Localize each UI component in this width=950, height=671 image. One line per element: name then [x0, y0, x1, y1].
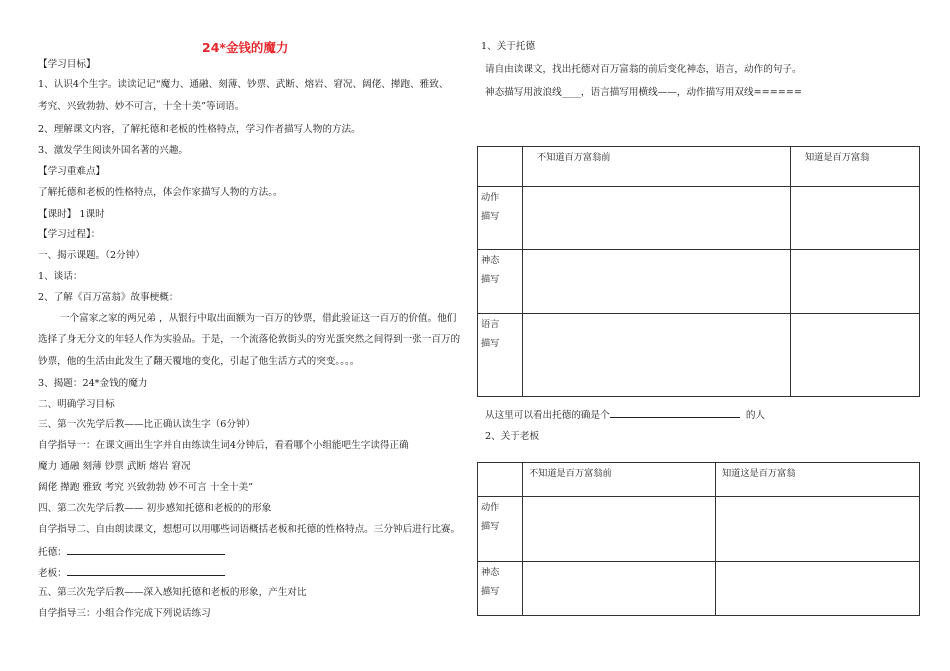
table-row: [478, 314, 920, 397]
answer-cell[interactable]: [523, 250, 791, 314]
story-line-1: 一个富家之家的两兄弟 ，从银行中取出面额为一百万的钞票，借此验证这一百万的价值。他们: [60, 313, 457, 324]
objective-2: 2、理解课文内容，了解托德和老板的性格特点，学习作者描写人物的方法。: [38, 124, 361, 135]
header-after: 知道这是百万富翁: [716, 463, 920, 497]
boss-fill: [38, 566, 225, 580]
boss-label: 老板：: [38, 568, 67, 579]
answer-cell[interactable]: [716, 562, 920, 616]
header-before: 不知道百万富翁前: [523, 147, 791, 187]
story-line-2: 选择了身无分文的年轻人作为实验品。于是，一个流落伦敦街头的穷光蛋突然之间得到一张一百万的: [38, 334, 461, 345]
section-boss: 2、关于老板: [485, 431, 540, 442]
answer-cell[interactable]: [791, 314, 920, 397]
row-label: 语言 描写: [478, 314, 523, 397]
boss-table: [477, 462, 920, 616]
answer-cell[interactable]: [716, 497, 920, 562]
table-row: [478, 497, 920, 562]
heading-periods: 【课时】 1课时: [38, 209, 105, 220]
page-title: 24*金钱的魔力: [202, 40, 289, 55]
objective-1: 1、认识4个生字。读读记记“魔力、通融、刻薄、钞票、武断、熔岩、窘况、阔佬、撵跑、雅致、: [38, 79, 449, 90]
vocab-row-2: 阔佬 撵跑 雅致 考究 兴致勃勃 妙不可言 十全十美”: [38, 482, 254, 493]
story-line-3: 钞票，他的生活由此发生了翻天覆地的变化，引起了他生活方式的突变。。。。: [38, 356, 360, 367]
todd-answer-line[interactable]: [67, 545, 225, 555]
table-row: [478, 562, 920, 616]
step-1-1: 1、谈话：: [38, 271, 83, 282]
header-corner: [478, 463, 523, 497]
vocab-row-1: 魔力 通融 刻薄 钞票 武断 熔岩 窘况: [38, 461, 191, 472]
objective-3: 3、激发学生阅读外国名著的兴趣。: [38, 145, 189, 156]
step-5-title: 五、第三次先学后教——深入感知托德和老板的形象，产生对比: [38, 587, 307, 598]
todd-table-header: [478, 147, 920, 187]
section-todd: 1、关于托德: [481, 41, 536, 52]
marking-legend: 神态描写用波浪线____，语言描写用横线——，动作描写用双线======: [485, 87, 802, 98]
step-1-title: 一、揭示课题。（2分钟）: [38, 250, 145, 261]
step-1-2: 2、了解《百万富翁》故事梗概：: [38, 292, 179, 303]
todd-label: 托德：: [38, 547, 67, 558]
step-3-title: 三、第一次先学后教——比正确认读生字（6分钟）: [38, 419, 256, 430]
conclusion-suffix: 的人: [745, 410, 766, 421]
heading-key-points: 【学习重难点】: [38, 166, 106, 177]
objective-1-cont: 考究、兴致勃勃、妙不可言，十全十美”等词语。: [38, 101, 245, 112]
heading-objectives: 【学习目标】: [38, 59, 96, 70]
answer-cell[interactable]: [523, 497, 716, 562]
step-1-3: 3、揭题：24*金钱的魔力: [38, 378, 148, 389]
self-study-3: 自学指导三：小组合作完成下列说话练习: [38, 608, 211, 619]
boss-answer-line[interactable]: [67, 566, 225, 576]
answer-cell[interactable]: [523, 562, 716, 616]
row-label: 动作 描写: [478, 187, 523, 250]
header-after: 知道是百万富翁: [791, 147, 920, 187]
row-label: 动作 描写: [478, 497, 523, 562]
conclusion-answer-line[interactable]: [610, 408, 740, 418]
todd-table: [477, 146, 920, 397]
heading-process: 【学习过程】：: [38, 229, 101, 240]
table-row: [478, 250, 920, 314]
conclusion-prefix: 从这里可以看出托德的确是个: [485, 410, 610, 421]
step-4-title: 四、第二次先学后教—— 初步感知托德和老板的的形象: [38, 503, 272, 514]
step-2-title: 二、明确学习目标: [38, 399, 115, 410]
conclusion-line: [485, 408, 765, 422]
row-label: 神态 描写: [478, 562, 523, 616]
row-label: 神态 描写: [478, 250, 523, 314]
boss-table-header: [478, 463, 920, 497]
header-before: 不知道是百万富翁前: [523, 463, 716, 497]
answer-cell[interactable]: [523, 187, 791, 250]
answer-cell[interactable]: [523, 314, 791, 397]
table-row: [478, 187, 920, 250]
todd-instruction: 请自由读课文，找出托德对百万富翁的前后变化神态，语言，动作的句子。: [485, 64, 802, 75]
self-study-2: 自学指导二、自由朗读课文，想想可以用哪些词语概括老板和托德的性格特点。三分钟后进行比赛。: [38, 524, 461, 535]
key-points-text: 了解托德和老板的性格特点，体会作家描写人物的方法。。: [38, 187, 283, 198]
answer-cell[interactable]: [791, 187, 920, 250]
answer-cell[interactable]: [791, 250, 920, 314]
todd-fill: [38, 545, 225, 559]
self-study-1: 自学指导一：在课文画出生字并自由练读生词4分钟后，看看哪个小组能吧生字读得正确: [38, 440, 409, 451]
header-corner: [478, 147, 523, 187]
